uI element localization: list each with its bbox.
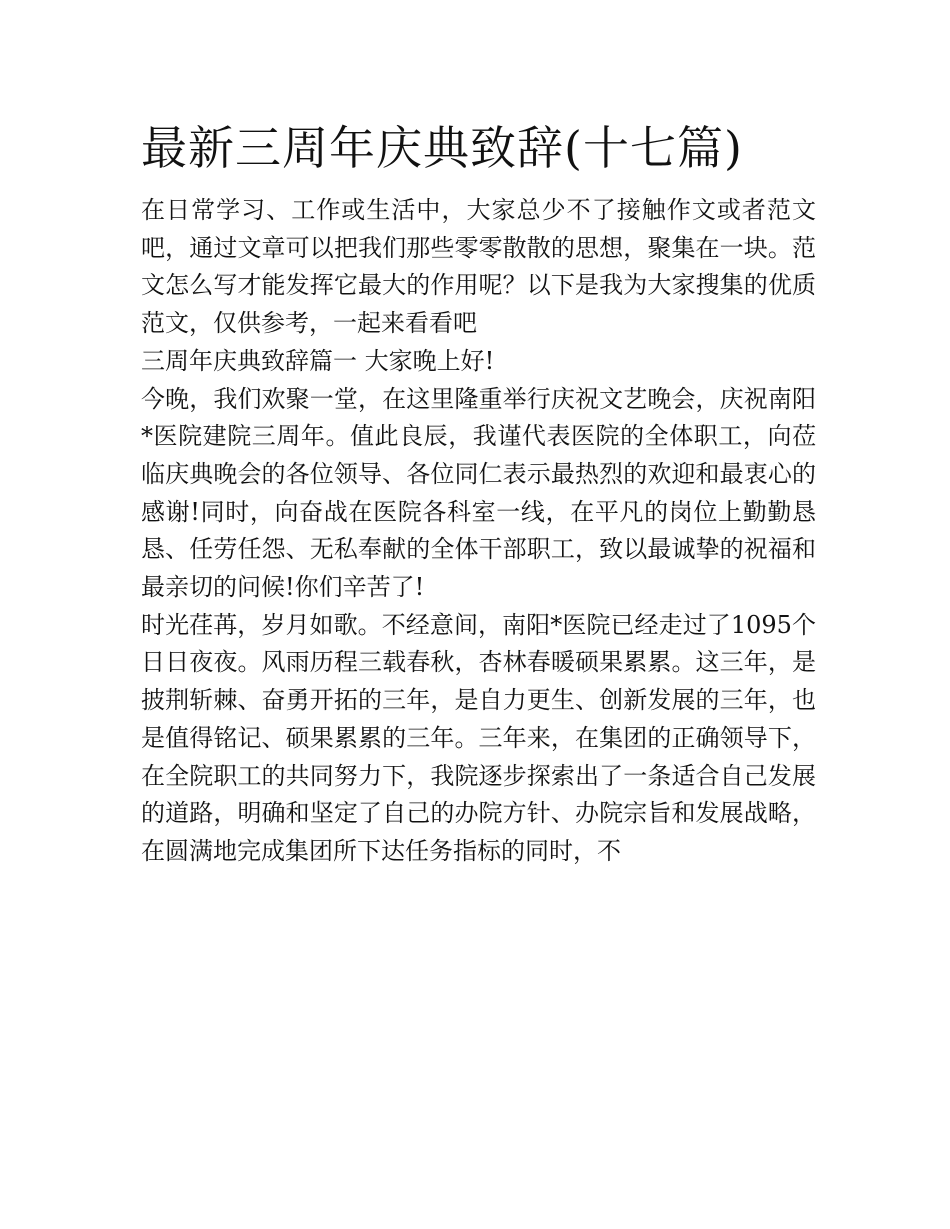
intro-paragraph: 在日常学习、工作或生活中，大家总少不了接触作文或者范文吧，通过文章可以把我们那些零零散散的思想，聚集在一块。范文怎么写才能发挥它最大的作用呢？以下是我为大家搜集的优质范文，仅供参考，一起来看看吧: [141, 196, 816, 338]
body-paragraph-1: 今晚，我们欢聚一堂，在这里隆重举行庆祝文艺晚会，庆祝南阳*医院建院三周年。值此良辰，我谨代表医院的全体职工，向莅临庆典晚会的各位领导、各位同仁表示最热烈的欢迎和最衷心的感谢!同时，向奋战在医院各科室一线，在平凡的岗位上勤勤恳恳、任劳任怨、无私奉献的全体干部职工，致以最诚挚的祝福和最亲切的问候!你们辛苦了!: [141, 384, 816, 602]
section-heading-paragraph: 三周年庆典致辞篇一 大家晚上好!: [141, 346, 495, 375]
body-paragraph-2: 时光荏苒，岁月如歌。不经意间，南阳*医院已经走过了1095个日日夜夜。风雨历程三载春秋，杏林春暖硕果累累。这三年，是披荆斩棘、奋勇开拓的三年，是自力更生、创新发展的三年，也是值得铭记、硕果累累的三年。三年来，在集团的正确领导下，在全院职工的共同努力下，我院逐步探索出了一条适合自己发展的道路，明确和坚定了自己的办院方针、办院宗旨和发展战略，在圆满地完成集团所下达任务指标的同时，不: [141, 610, 816, 865]
document-page: [141, 118, 816, 871]
document-title: 最新三周年庆典致辞(十七篇): [141, 121, 743, 175]
